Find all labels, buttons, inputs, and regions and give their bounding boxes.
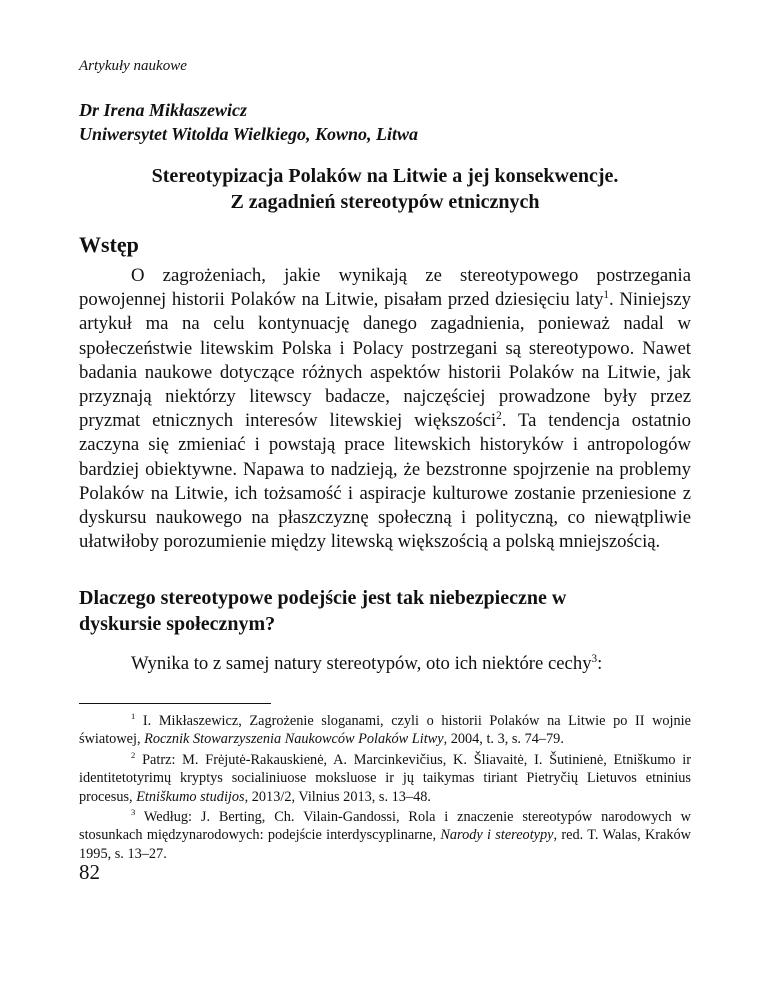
footnote-ref-1[interactable]: 1: [603, 288, 610, 301]
article-title: [79, 163, 691, 215]
intro-text-part-2: . Niniejszy artykuł ma na celu kontynuację danego zagadnienia, ponieważ nadal w społeczeństwie litewskim Polska i Polacy postrzegani są stereotypowo. Nawet badania naukowe dotyczące różnych aspektów historii Polaków na Litwie, jak przyznają niektórzy litewscy badacze, najczęściej prowadzone były przez pryzmat etnicznych interesów litewskiej większości: [79, 289, 692, 432]
footnote-text: , 2013/2, Vilnius 2013, s. 13–48.: [244, 788, 431, 805]
page-number: 82: [79, 860, 100, 884]
running-header: Artykuły naukowe: [79, 58, 187, 74]
lead-text: Wynika to z samej natury stereotypów, oto ich niektóre cechy: [131, 653, 592, 674]
footnote-text: , 2004, t. 3, s. 74–79.: [443, 731, 564, 748]
footnote-number: 3: [131, 807, 136, 818]
lead-colon: :: [597, 653, 603, 674]
footnote-source-title: Etniškumo studijos: [136, 788, 245, 805]
footnote-text: I. Mikłaszewicz, Zagrożenie sloganami, czyli o historii Polaków na Litwie po II wojnie światowej,: [79, 713, 691, 748]
footnote-3: [79, 808, 691, 863]
footnotes: [79, 712, 691, 863]
footnote-1: [79, 712, 691, 749]
author-affiliation: Uniwersytet Witolda Wielkiego, Kowno, Litwa: [79, 124, 419, 144]
footnote-source-title: Narody i stereotypy: [440, 827, 554, 844]
title-line-2: Z zagadnień stereotypów etnicznych: [230, 191, 540, 213]
intro-text-part-3: . Ta tendencja ostatnio zaczyna się zmieniać i powstają prace litewskich historyków i antropologów bardziej obiektywne. Napawa to nadzieją, że bezstronne spojrzenie na problemy Polaków na Litwie, ich tożsamość i aspiracje kulturowe zostanie przeniesione z dyskursu naukowego na płaszczyznę społeczną i polityczną, co niewątpliwie ułatwiłoby porozumienie między litewską większością a polską mniejszością.: [79, 410, 691, 553]
footnote-ref-3[interactable]: 3: [591, 652, 598, 665]
footnote-separator: [79, 703, 271, 704]
footnote-text: Patrz: M. Frėjutė-Rakauskienė, A. Marcinkevičius, K. Šliavaitė, I. Šutinienė, Etniškumo ir identitetotyrimų kryptys socialiniuose moksluose ir jų taikymas tiriant Pietryčių Lietuvos etninius procesus,: [79, 751, 691, 805]
footnote-text: Według: J. Berting, Ch. Vilain-Gandossi, Rola i znaczenie stereotypów narodowych w stosunkach międzynarodowych: podejście interdyscyplinarne,: [79, 809, 691, 844]
footnote-2: [79, 751, 691, 806]
footnote-source-title: Rocznik Stowarzyszenia Naukowców Polaków Litwy: [144, 731, 444, 748]
footnote-number: 1: [131, 711, 136, 722]
author-block: [79, 98, 691, 146]
author-name: Dr Irena Mikłaszewicz: [79, 100, 248, 120]
intro-text-part-1: O zagrożeniach, jakie wynikają ze stereotypowego postrzegania powojennej historii Polaków na Litwie, pisałam przed dziesięciu laty: [79, 265, 691, 311]
section-heading-intro: Wstęp: [79, 232, 139, 257]
footnote-ref-2[interactable]: 2: [496, 409, 502, 422]
section-heading-why-line-2: dyskursie społecznym?: [79, 613, 276, 635]
intro-paragraph: [79, 264, 691, 554]
footnote-number: 2: [131, 750, 136, 761]
footnote-text: , red. T. Walas, Kraków 1995, s. 13–27.: [79, 827, 692, 862]
lead-sentence: [79, 653, 691, 675]
section-heading-why: [79, 585, 691, 637]
section-heading-why-line-1: Dlaczego stereotypowe podejście jest tak niebezpieczne w: [79, 587, 567, 609]
title-line-1: Stereotypizacja Polaków na Litwie a jej konsekwencje.: [151, 165, 619, 187]
